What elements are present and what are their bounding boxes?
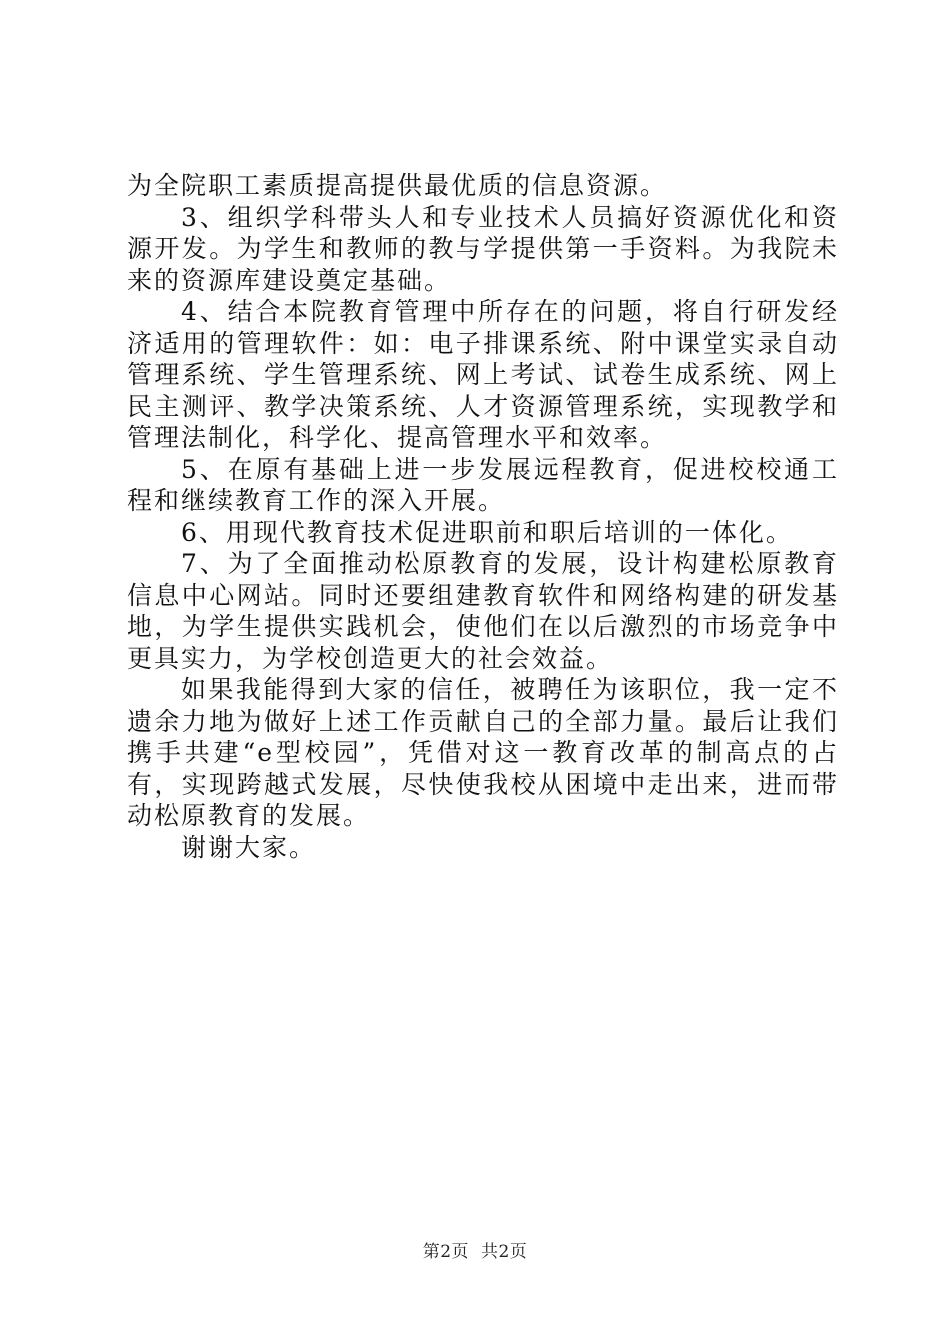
page-footer	[0, 1237, 950, 1262]
paragraph-2: 3、组织学科带头人和专业技术人员搞好资源优化和资源开发。为学生和教师的教与学提供第一手资料。为我院未来的资源库建设奠定基础。	[127, 202, 839, 295]
document-body	[127, 170, 839, 863]
paragraph-6: 7、为了全面推动松原教育的发展，设计构建松原教育信息中心网站。同时还要组建教育软件和网络构建的研发基地，为学生提供实践机会，使他们在以后激烈的市场竞争中更具实力，为学校创造更大的社会效益。	[127, 549, 839, 673]
paragraph-1: 为全院职工素质提高提供最优质的信息资源。	[127, 171, 668, 200]
paragraph-3: 4、结合本院教育管理中所存在的问题，将自行研发经济适用的管理软件：如：电子排课系统、附中课堂实录自动管理系统、学生管理系统、网上考试、试卷生成系统、网上民主测评、教学决策系统、人才资源管理系统，实现教学和管理法制化，科学化、提高管理水平和效率。	[127, 297, 839, 452]
paragraph-7: 如果我能得到大家的信任，被聘任为该职位，我一定不遗余力地为做好上述工作贡献自己的全部力量。最后让我们携手共建“e型校园”，凭借对这一教育改革的制高点的占有，实现跨越式发展，尽快使我校从困境中走出来，进而带动松原教育的发展。	[127, 675, 839, 830]
page-number: 第2页	[422, 1242, 470, 1262]
paragraph-8: 谢谢大家。	[181, 832, 317, 862]
paragraph-5: 6、用现代教育技术促进职前和职后培训的一体化。	[181, 517, 793, 547]
paragraph-4: 5、在原有基础上进一步发展远程教育，促进校校通工程和继续教育工作的深入开展。	[127, 454, 839, 515]
page-total: 共2页	[480, 1242, 528, 1262]
